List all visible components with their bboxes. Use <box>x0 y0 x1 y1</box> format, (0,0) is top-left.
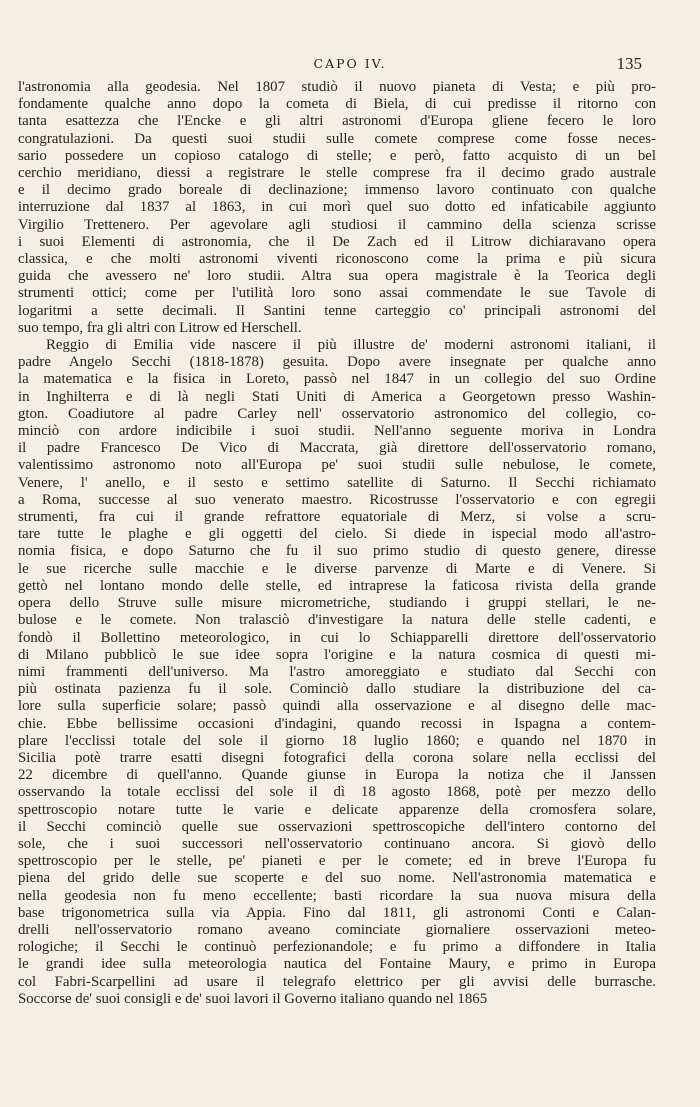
chapter-title: CAPO IV. <box>313 56 387 71</box>
text-line: il padre Francesco De Vico di Maccrata, già direttore dell'osservatorio romano, <box>18 440 656 457</box>
text-line: sario possedere un copioso catalogo di stelle; e però, fatto acquisto di un bel <box>18 147 656 164</box>
text-line: guida che avessero ne' loro studii. Altra sua opera magistrale è la Teorica degli <box>18 268 656 285</box>
text-line: nella geodesia non fu meno eccellente; basti ricordare la sua nuova misura della <box>18 887 656 904</box>
text-line: chie. Ebbe bellissime occasioni d'indagini, quando recossi in Ispagna a contem- <box>18 715 656 732</box>
text-line: e il decimo grado boreale di declinazione; immenso lavoro continuato con qualche <box>18 182 656 199</box>
text-line: opera dello Struve sulle misure micrometriche, studiando i gruppi stellari, le ne- <box>18 595 656 612</box>
text-line: suo tempo, fra gli altri con Litrow ed Herschell. <box>18 319 302 336</box>
running-header <box>0 56 700 76</box>
text-line: bulose e le comete. Non tralasciò d'investigare la natura delle stelle cadenti, e <box>18 612 656 629</box>
text-line: logaritmi a sette decimali. Il Santini tenne carteggio co' principali astronomi del <box>18 302 656 319</box>
text-line: col Fabri-Scarpellini ad usare il telegrafo elettrico per gli avvisi delle burrasche. <box>18 973 656 990</box>
text-line: drelli nell'osservatorio romano aveano cominciate giornaliere osservazioni meteo- <box>18 921 656 938</box>
text-line: fondamente qualche anno dopo la cometa di Biela, di cui predisse il ritorno con <box>18 96 656 113</box>
text-line: gettò nel lontano mondo delle stelle, ed intraprese la faticosa rivista della grande <box>18 577 656 594</box>
text-line: i suoi Elementi di astronomia, che il De Zach ed il Litrow dichiaravano opera <box>18 233 656 250</box>
text-line: Reggio di Emilia vide nascere il più illustre de' moderni astronomi italiani, il <box>46 337 656 354</box>
text-line: Sicilia potè trarre esatti disegni fotografici della corona solare nella ecclissi del <box>18 749 656 766</box>
text-line: piena del grido delle sue scoperte e del suo nome. Nell'astronomia matematica e <box>18 870 656 887</box>
text-line: congratulazioni. Da questi suoi studii sulle comete comprese come fosse neces- <box>18 130 656 147</box>
text-line: rologiche; il Secchi le continuò perfezionandole; e fu primo a diffondere in Italia <box>18 939 656 956</box>
text-line: le grandi idee sulla meteorologia nautica del Fontaine Maury, e primo in Europa <box>18 956 656 973</box>
text-line: strumenti, fra cui il grande refrattore equatoriale di Merz, si volse a scru- <box>18 509 656 526</box>
paragraph <box>18 337 656 1008</box>
text-line: nomia fisica, e dopo Saturno che fu il suo primo studio di questo genere, diresse <box>18 543 656 560</box>
text-line: sole, che i suoi successori nell'osservatorio continuano ancora. Si giovò dello <box>18 835 656 852</box>
text-line: osservando la totale ecclissi del sole il dì 18 agosto 1868, potè per mezzo dello <box>18 784 656 801</box>
text-line: minciò con ardore indicibile i suoi studii. Nell'anno seguente moriva in Londra <box>18 423 656 440</box>
text-line: Soccorse de' suoi consigli e de' suoi lavori il Governo italiano quando nel 1865 <box>18 990 488 1007</box>
text-line: spettroscopio per le stelle, pe' pianeti e per le comete; ed in breve l'Europa fu <box>18 853 656 870</box>
text-line: spettroscopio notare tutte le varie e delicate apparenze della cromosfera solare, <box>18 801 656 818</box>
text-line: il Secchi cominciò quelle sue osservazioni spettroscopiche dell'intero contorno del <box>18 818 656 835</box>
text-line: Venere, l' anello, e il sesto e settimo satellite di Saturno. Il Secchi richiamato <box>18 474 656 491</box>
text-line: lore sulla superficie solare; passò quindi alla osservazione e al disegno delle mac- <box>18 698 656 715</box>
paragraph <box>18 79 656 337</box>
body-text <box>18 79 656 1008</box>
text-line: nimi frammenti dell'universo. Ma l'astro amoreggiato e studiato dal Secchi con <box>18 663 656 680</box>
text-line: l'astronomia alla geodesia. Nel 1807 studiò il nuovo pianeta di Vesta; e più pro- <box>18 79 656 95</box>
text-line: la matematica e la fisica in Loreto, passò nel 1847 in un collegio del suo Ordine <box>18 371 656 388</box>
text-line: tare tutte le plaghe e gli oggetti del cielo. Si diede in ispecial modo all'astro- <box>18 526 656 543</box>
text-line: classica, e che molti astronomi viventi riconoscono come la prima e più sicura <box>18 251 656 268</box>
text-line: fondò il Bollettino meteorologico, in cui lo Schiapparelli direttore dell'osservatorio <box>18 629 656 646</box>
text-line: in Inghilterra e di là negli Stati Uniti di America a Georgetown presso Washin- <box>18 388 656 405</box>
text-line: plare l'ecclissi totale del sole il giorno 18 luglio 1860; e quando nel 1870 in <box>18 732 656 749</box>
text-line: gton. Coadiutore al padre Carley nell' osservatorio astronomico del collegio, co- <box>18 405 656 422</box>
text-line: strumenti ottici; come per l'utilità loro sono assai commendate le sue Tavole di <box>18 285 656 302</box>
text-line: interruzione dal 1837 al 1863, in cui morì quel suo dotto ed infaticabile aggiunto <box>18 199 656 216</box>
text-line: Virgilio Trettenero. Per agevolare agli studiosi il cammino della scienza scrisse <box>18 216 656 233</box>
text-line: cerchio meridiano, diessi a registrare le stelle comprese fra il decimo grado australe <box>18 165 656 182</box>
text-line: le sue ricerche sulle macchie e le diverse parvenze di Marte e di Venere. Si <box>18 560 656 577</box>
text-line: padre Angelo Secchi (1818-1878) gesuita. Dopo avere insegnate per qualche anno <box>18 354 656 371</box>
text-line: a Roma, successe al suo venerato maestro. Ricostrusse l'osservatorio e con egregii <box>18 491 656 508</box>
text-line: di Milano pubblicò le sue idee sopra l'origine e la natura cosmica di questi mi- <box>18 646 656 663</box>
text-line: base trigonometrica sulla via Appia. Fino dal 1811, gli astronomi Conti e Calan- <box>18 904 656 921</box>
text-line: tanta esattezza che l'Encke e gli altri astronomi d'Europa gliene fecero le loro <box>18 113 656 130</box>
text-line: 22 dicembre di quell'anno. Quande giunse in Europa la notiza che il Janssen <box>18 767 656 784</box>
text-line: valentissimo astronomo noto all'Europa pe' suoi studii sulle nebulose, le comete, <box>18 457 656 474</box>
page-number: 135 <box>616 54 642 73</box>
text-line: più ostinata pazienza fu il sole. Cominciò dallo studiare la distribuzione del ca- <box>18 681 656 698</box>
